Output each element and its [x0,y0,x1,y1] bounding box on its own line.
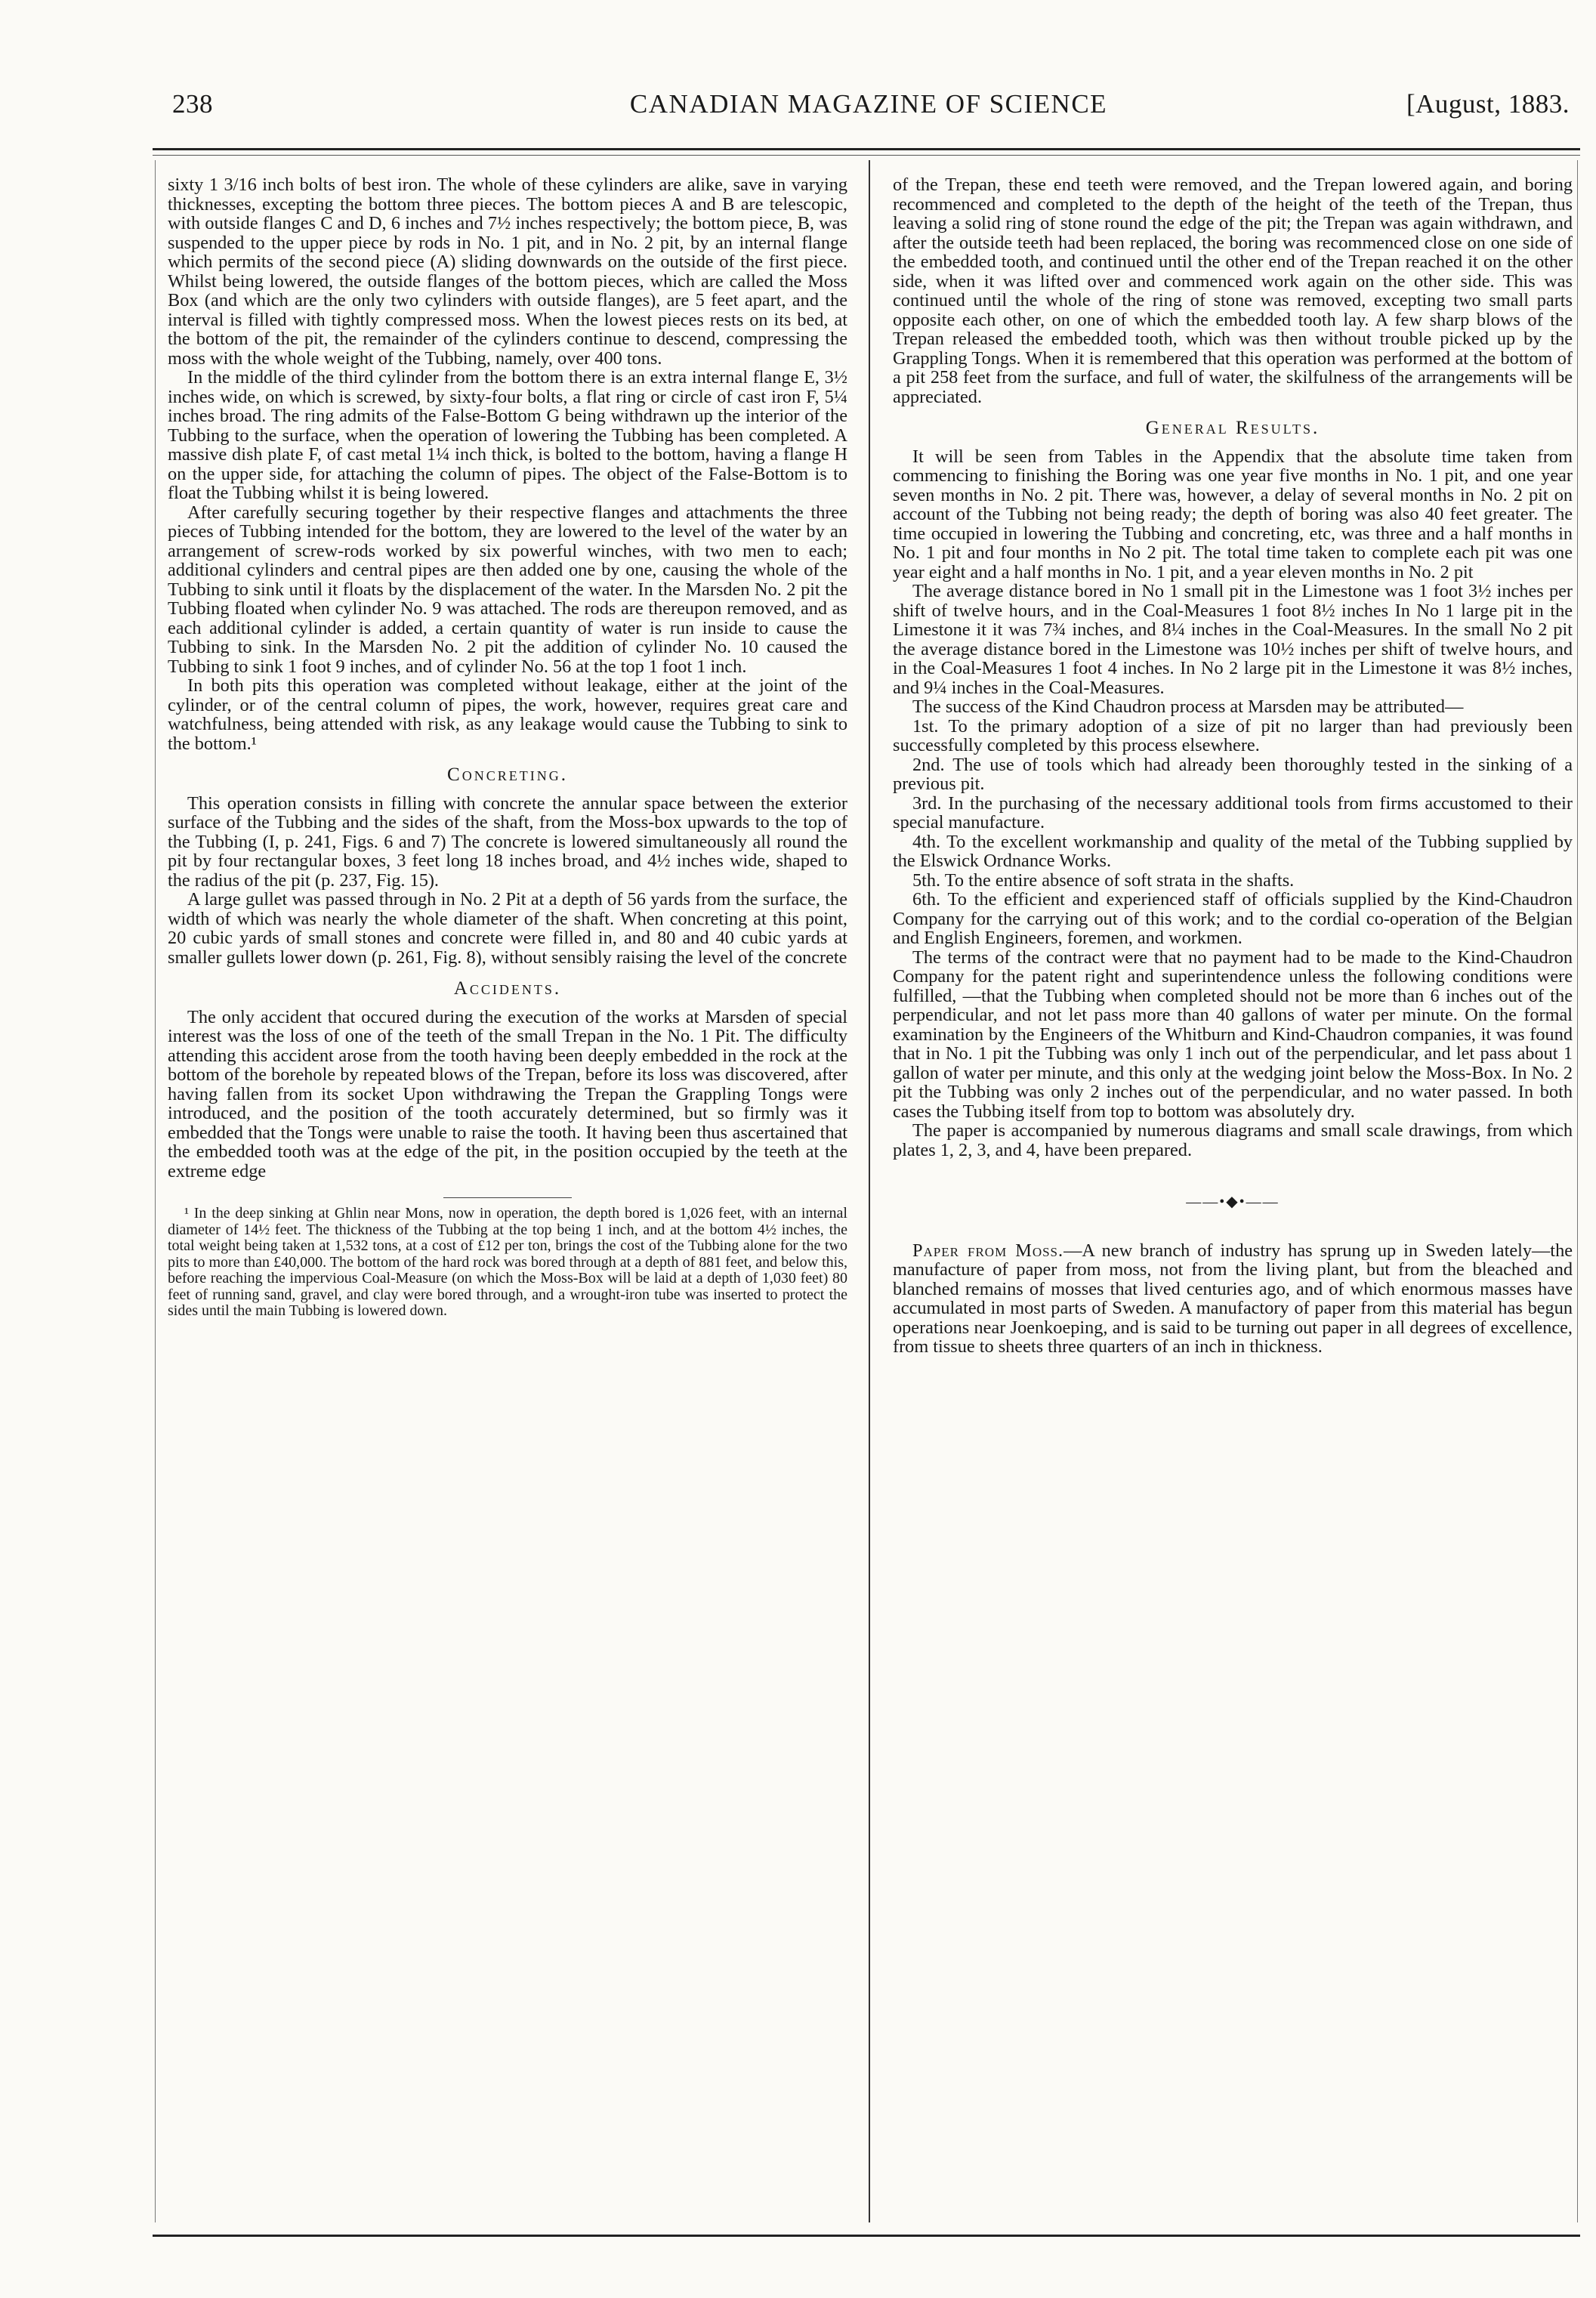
section-ornament: ——•◆•—— [1186,1194,1280,1210]
paragraph: 3rd. In the purchasing of the necessary additional tools from firms accustomed to their special manufacture. [893,792,1573,832]
paragraph: of the Trepan, these end teeth were removed, and the Trepan lowered again, and boring recommenced and completed to the depth of the height of the teeth of the Trepan, thus leaving a solid ring of stone round the edge of the pit; the Trepan was again withdrawn, and after the outside teeth had been replaced, the boring was recommenced close on one side of the embedded tooth, and continued until the other end of the Trepan reached it on the other side, when it was lifted over and commenced work again on the other side. This was continued until the whole of the ring of stone was removed, excepting two small parts opposite each other, on one of which the embedded tooth lay. A few sharp blows of the Trepan released the embedded tooth, which was then without trouble picked up by the Grappling Tongs. When it is remembered that this operation was performed at the bottom of a pit 258 feet from the surface, and full of water, the skilfulness of the arrangements will be appreciated. [893,175,1573,407]
paragraph: After carefully securing together by their respective flanges and attachments the three pieces of Tubbing intended for the bottom, they are lowered to the level of the water by an arrangement of screw-rods worked by six powerful winches, with two men to each; additional cylinders and central pipes are then added one by one, causing the whole of the Tubbing to sink until it floats by the displacement of the water. In the Marsden No. 2 pit the Tubbing floated when cylinder No. 9 was attached. The rods are thereupon removed, and as each additional cylinder is added, a certain quantity of water is run inside to cause the Tubbing to sink. In the Marsden No. 2 pit the addition of cylinder No. 10 caused the Tubbing to sink 1 foot 9 inches, and of cylinder No. 56 at the top 1 foot 1 inch. [168,502,847,677]
paragraph: 1st. To the primary adoption of a size of pit no larger than had previously been successfully completed by this process elsewhere. [893,715,1573,755]
running-header [151,89,1586,134]
paragraph: 6th. To the efficient and experienced staff of officials supplied by the Kind-Chaudron Company for the carrying out of this work; and to the cordial co-operation of the Belgian and English Engineers, foremen, and workmen. [893,889,1573,948]
left-border [155,160,156,2222]
news-item-heading: Paper from Moss. [912,1240,1064,1261]
section-heading-accidents: Accidents. [453,978,562,999]
right-border [1577,160,1578,2222]
paragraph: sixty 1 3/16 inch bolts of best iron. The whole of these cylinders are alike, save in varying thicknesses, excepting the bottom three pieces. The bottom pieces A and B are telescopic, with outside flanges C and D, 6 inches and 7½ inches respectively; the bottom piece, B, was suspended to the upper piece by rods in No. 1 pit, and in No. 2 pit, by an internal flange which permits of the second piece (A) sliding downwards on the outside of the first piece. Whilst being lowered, the outside flanges of the bottom pieces, which are called the Moss Box (and which are the only two cylinders with outside flanges), are 5 feet apart, and the interval is filled with tightly compressed moss. When the lowest pieces rests on its bed, at the bottom of the pit, the remainder of the cylinders continue to descend, compressing the moss with the whole weight of the Tubbing, namely, over 400 tons. [168,175,847,369]
paragraph: This operation consists in filling with concrete the annular space between the exterior surface of the Tubbing and the sides of the shaft, from the Moss-box upwards to the top of the Tubbing (I, p. 241, Figs. 6 and 7) The concrete is lowered simultaneously all round the pit by four rectangular boxes, 3 feet long 18 inches broad, and 4½ inches wide, shaped to the radius of the pit (p. 237, Fig. 15). [168,792,847,891]
paragraph: 5th. To the entire absence of soft strata in the shafts. [912,869,1295,891]
footnote-rule [443,1197,572,1198]
paragraph: 2nd. The use of tools which had already been thoroughly tested in the sinking of a previous pit. [893,754,1573,794]
paragraph: The paper is accompanied by numerous diagrams and small scale drawings, from which plates 1, 2, 3, and 4, have been prepared. [893,1120,1573,1160]
paragraph: The only accident that occured during the execution of the works at Marsden of special interest was the loss of one of the teeth of the small Trepan in the No. 1 Pit. The difficulty attending this accident arose from the tooth having been deeply embedded in the rock at the bottom of the borehole by repeated blows of the Trepan, before its loss was discovered, after having fallen from its socket Upon withdrawing the Trepan the Grappling Tongs were introduced, and the position of the tooth accurately determined, but so firmly was it embedded that the Tongs were unable to raise the tooth. It having been thus ascertained that the embedded tooth was at the edge of the pit, in the position occupied by the teeth at the extreme edge [168,1006,847,1181]
paragraph: It will be seen from Tables in the Appendix that the absolute time taken from commencing to finishing the Boring was one year five months in No. 1 pit, and one year seven months in No. 2 pit. There was, however, a delay of several months in No. 2 pit on account of the Tubbing not being ready; the depth of boring was also 40 feet greater. The time occupied in lowering the Tubbing and concreting, etc, was three and a half months in No. 1 pit and four months in No 2 pit. The total time taken to complete each pit was one year eight and a half months in No. 1 pit, and a year eleven months in No. 2 pit [893,446,1573,582]
issue-date: [August, 1883. [1406,89,1570,119]
paragraph: In the middle of the third cylinder from the bottom there is an extra internal flange E, 3½ inches wide, on which is screwed, by sixty-four bolts, a flat ring or circle of cast iron F, 5¼ inches broad. The ring admits of the False-Bottom G being withdrawn up the interior of the Tubbing to the surface, when the operation of lowering the Tubbing has been completed. A massive dish plate F, of cast metal 1¼ inch thick, is bolted to the bottom, having a flange H on the upper side, for attaching the column of pipes. The object of the False-Bottom is to float the Tubbing whilst it is being lowered. [168,367,847,503]
paragraph: 4th. To the excellent workmanship and quality of the metal of the Tubbing supplied by the Elswick Ordnance Works. [893,831,1573,871]
magazine-title: CANADIAN MAGAZINE OF SCIENCE [629,89,1108,119]
paragraph: A large gullet was passed through in No. 2 Pit at a depth of 56 yards from the surface, the width of which was nearly the whole diameter of the shaft. When concreting at this point, 20 cubic yards of small stones and concrete were filled in, and 80 and 40 cubic yards at smaller gullets lower down (p. 261, Fig. 8), without sensibly raising the level of the concrete [168,889,847,968]
paragraph: The average distance bored in No 1 small pit in the Limestone was 1 foot 3½ inches per shift of twelve hours, and in the Coal-Measures 1 foot 8½ inches In No 1 large pit in the Limestone it it was 7¾ inches, and 8¼ inches in the Coal-Measures. In the small No 2 pit the average distance bored in the Limestone was 10½ inches per shift of twelve hours, and in the Coal-Measures 1 foot 4 inches. In No 2 large pit in the Limestone it was 8½ inches, and 9¼ inches in the Coal-Measures. [893,581,1573,698]
section-heading-concreting: Concreting. [447,764,568,785]
section-heading-general-results: General Results. [1145,418,1320,438]
left-column [168,175,847,1320]
news-item [893,1241,1573,1357]
right-column [893,175,1573,1357]
news-item-text: —A new branch of industry has sprung up in Sweden lately—the manufacture of paper from moss, not from the living plant, but from the bleached and blanched remains of mosses that lived centuries ago, and of which enormous masses have accumulated in most parts of Sweden. A manufactory of paper from this material has begun operations near Joenkoeping, and is said to be turning out paper in all degrees of excellence, from tissue to sheets three quarters of an inch in thickness. [893,1240,1573,1357]
column-divider [869,160,870,2222]
page-number: 238 [172,89,213,119]
header-rule-thin [153,155,1580,156]
header-rule [153,148,1580,150]
paragraph: The success of the Kind Chaudron process at Marsden may be attributed— [912,697,1464,717]
footnote: ¹ In the deep sinking at Ghlin near Mons, now in operation, the depth bored is 1,026 feet, with an internal diameter of 14½ feet. The thickness of the Tubbing at the top being 1 inch, and at the bottom 4½ inches, the total weight being taken at 1,532 tons, at a cost of £12 per ton, brings the cost of the Tubbing alone for the two pits to more than £40,000. The bottom of the hard rock was bored through at a depth of 881 feet, and below this, before reaching the impervious Coal-Measure (on which the Moss-Box will be laid at a depth of 1,030 feet) 80 feet of running sand, gravel, and clay were bored through, and a wrought-iron tube was inserted to protect the sides until the main Tubbing is lowered down. [168,1205,847,1319]
footer-rule [153,2235,1580,2237]
paragraph: In both pits this operation was completed without leakage, either at the joint of the cylinder, or of the central column of pipes, the work, however, requires great care and watchfulness, being attended with risk, as any leakage would cause the Tubbing to sink to the bottom.¹ [168,675,847,754]
paragraph: The terms of the contract were that no payment had to be made to the Kind-Chaudron Company for the patent right and superintendence unless the following conditions were fulfilled, —that the Tubbing when completed should not be more than 6 inches out of the perpendicular, and not let pass more than 40 gallons of water per minute. On the formal examination by the Engineers of the Whitburn and Kind-Chaudron companies, it was found that in No. 1 pit the Tubbing was only 1 inch out of the perpendicular, and let pass about 1 gallon of water per minute, and this only at the wedging joint below the Moss-Box. In No. 2 pit the Tubbing was only 2 inches out of the perpendicular, and no water passed. In both cases the Tubbing itself from top to bottom was absolutely dry. [893,947,1573,1122]
